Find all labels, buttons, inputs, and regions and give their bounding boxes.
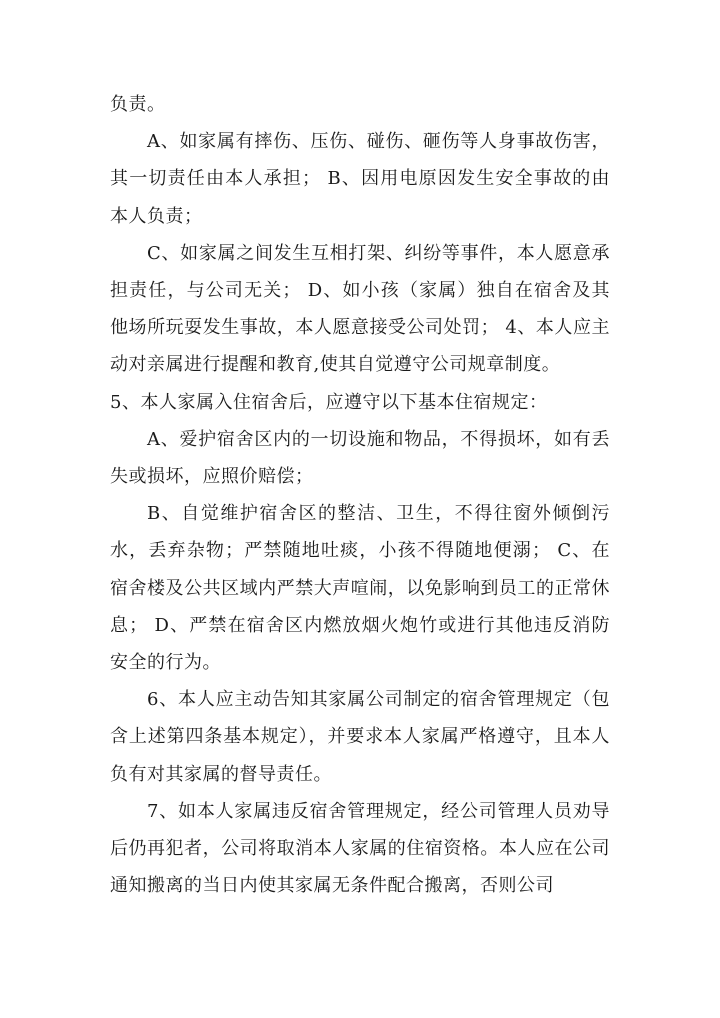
paragraph-item-c-d-4: C、如家属之间发生互相打架、纠纷等事件，本人愿意承担责任，与公司无关； D、如小孩（家属）独自在宿舍及其他场所玩耍发生事故，本人愿意接受公司处罚； 4、本人应主动对亲属进行提醒和教育,使其自觉遵守公司规章制度。 <box>110 242 610 376</box>
paragraph-item-5b-c-d: B、自觉维护宿舍区的整洁、卫生，不得往窗外倾倒污水，丢弃杂物；严禁随地吐痰，小孩不得随地便溺； C、在宿舍楼及公共区域内严禁大声喧闹，以免影响到员工的正常休息； D、严禁在宿舍区内燃放烟火炮竹或进行其他违反消防安全的行为。 <box>110 503 610 674</box>
paragraph-item-7: 7、如本人家属违反宿舍管理规定，经公司管理人员劝导后仍再犯者，公司将取消本人家属的住宿资格。本人应在公司通知搬离的当日内使其家属无条件配合搬离，否则公司 <box>110 800 610 897</box>
document-body <box>110 86 610 904</box>
paragraph-item-6: 6、本人应主动告知其家属公司制定的宿舍管理规定（包含上述第四条基本规定），并要求本人家属严格遵守，且本人负有对其家属的督导责任。 <box>110 689 610 785</box>
paragraph-item-5: 5、本人家属入住宿舍后，应遵守以下基本住宿规定： <box>110 391 548 413</box>
paragraph-item-5a: A、爱护宿舍区内的一切设施和物品，不得损坏，如有丢失或损坏，应照价赔偿； <box>110 428 610 488</box>
paragraph-item-a-b: A、如家属有摔伤、压伤、碰伤、砸伤等人身事故伤害，其一切责任由本人承担； B、因用电原因发生安全事故的由本人负责； <box>110 131 610 227</box>
paragraph-continuation: 负责。 <box>110 94 166 115</box>
